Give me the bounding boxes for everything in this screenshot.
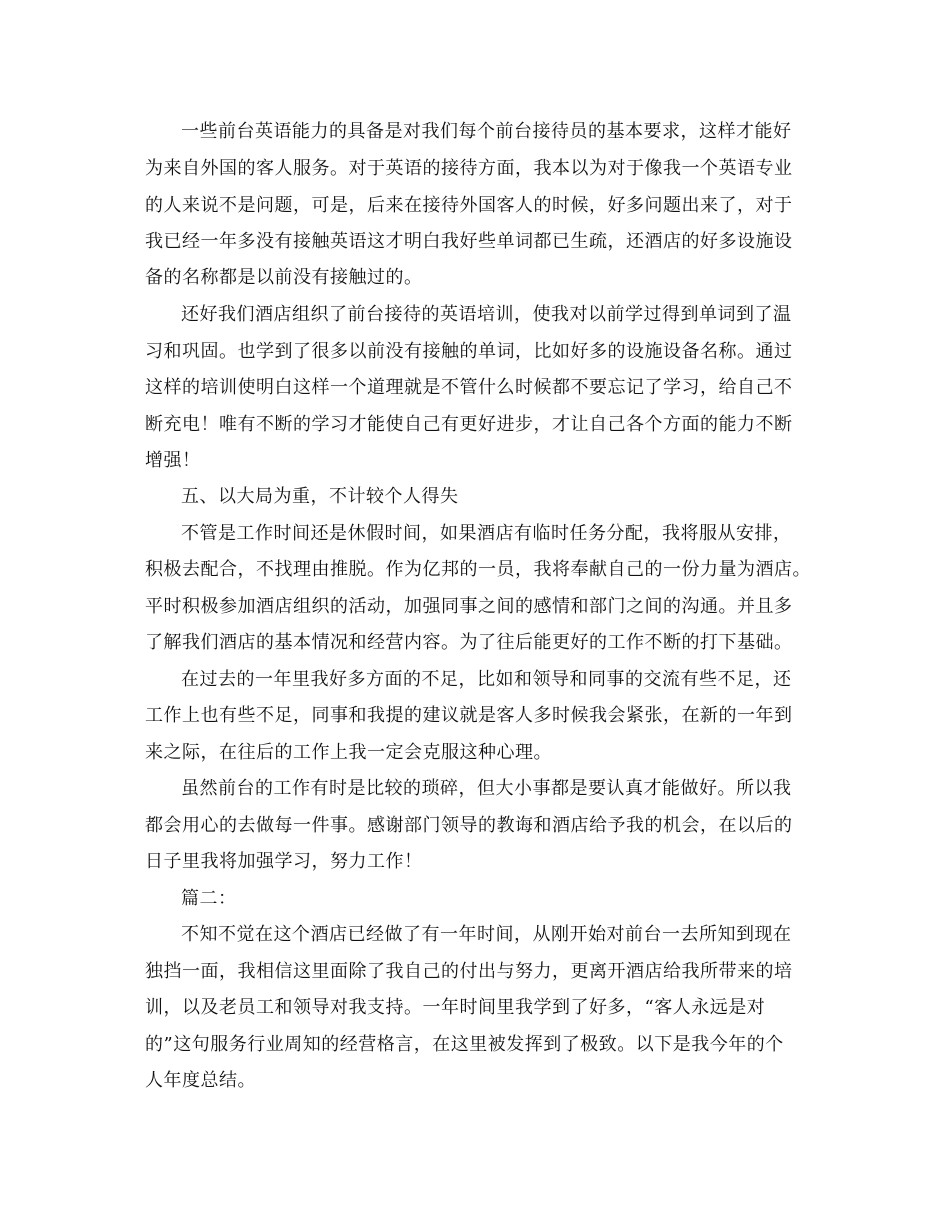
text-line: 习和巩固。也学到了很多以前没有接触的单词，比如好多的设施设备名称。通过 <box>145 341 793 362</box>
text-line: 的”这句服务行业周知的经营格言，在这里被发挥到了极致。以下是我今年的个 <box>145 1034 784 1055</box>
text-line: 增强！ <box>145 450 201 471</box>
text-line: 来之际，在往后的工作上我一定会克服这种心理。 <box>145 742 552 763</box>
text-line: 不知不觉在这个酒店已经做了有一年时间，从刚开始对前台一去所知到现在 <box>181 924 792 945</box>
text-line: 独挡一面，我相信这里面除了我自己的付出与努力，更离开酒店给我所带来的培 <box>145 961 793 982</box>
text-line: 都会用心的去做每一件事。感谢部门领导的教诲和酒店给予我的机会，在以后的 <box>145 815 793 836</box>
text-line: 积极去配合，不找理由推脱。作为亿邦的一员，我将奉献自己的一份力量为酒店。 <box>145 559 811 580</box>
section-heading: 篇二： <box>181 888 237 909</box>
text-line: 虽然前台的工作有时是比较的琐碎，但大小事都是要认真才能做好。所以我 <box>181 778 792 799</box>
text-line: 训，以及老员工和领导对我支持。一年时间里我学到了好多，“客人永远是对 <box>145 997 766 1018</box>
text-line: 在过去的一年里我好多方面的不足，比如和领导和同事的交流有些不足，还 <box>181 669 792 690</box>
text-line: 工作上也有些不足，同事和我提的建议就是客人多时候我会紧张，在新的一年到 <box>145 705 793 726</box>
text-line: 备的名称都是以前没有接触过的。 <box>145 267 423 288</box>
text-line: 平时积极参加酒店组织的活动，加强同事之间的感情和部门之间的沟通。并且多 <box>145 596 793 617</box>
text-line: 一些前台英语能力的具备是对我们每个前台接待员的基本要求，这样才能好 <box>181 121 792 142</box>
text-line: 的人来说不是问题，可是，后来在接待外国客人的时候，好多问题出来了，对于 <box>145 195 793 216</box>
section-heading: 五、以大局为重，不计较个人得失 <box>181 486 459 507</box>
text-line: 了解我们酒店的基本情况和经营内容。为了往后能更好的工作不断的打下基础。 <box>145 632 793 653</box>
text-line: 为来自外国的客人服务。对于英语的接待方面，我本以为对于像我一个英语专业 <box>145 158 793 179</box>
text-line: 不管是工作时间还是休假时间，如果酒店有临时任务分配，我将服从安排， <box>181 523 792 544</box>
text-line: 日子里我将加强学习，努力工作！ <box>145 851 423 872</box>
text-line: 我已经一年多没有接触英语这才明白我好些单词都已生疏，还酒店的好多设施设 <box>145 231 793 252</box>
text-line: 还好我们酒店组织了前台接待的英语培训，使我对以前学过得到单词到了温 <box>181 304 792 325</box>
text-line: 人年度总结。 <box>145 1070 256 1091</box>
text-line: 断充电！唯有不断的学习才能使自己有更好进步，才让自己各个方面的能力不断 <box>145 414 793 435</box>
text-line: 这样的培训使明白这样一个道理就是不管什么时候都不要忘记了学习，给自己不 <box>145 377 793 398</box>
